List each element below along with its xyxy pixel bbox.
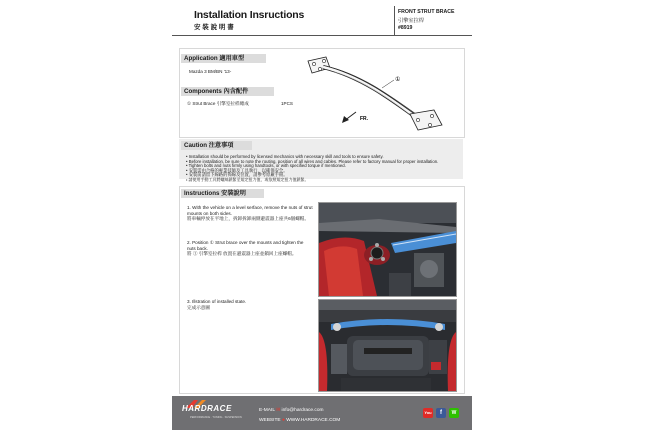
step-text: 1. With the vehicle on a level serface, remove the nuts of strut mounts on both sides. (187, 205, 313, 216)
components-heading: Components 內含配件 (181, 87, 274, 96)
facebook-icon[interactable]: f (436, 408, 446, 418)
caution-line: • 安裝前請留下線路的佈線及位置，請參考原廠手冊。 (186, 172, 288, 177)
part-number: #8919 (398, 25, 413, 31)
website-link[interactable]: WWW.HARDRACE.COM (286, 418, 341, 423)
youtube-icon[interactable]: You (423, 408, 433, 418)
step-text: 3. Illstration of installed state. (187, 299, 247, 304)
front-direction-label: FR. (360, 116, 369, 122)
step-text-cn: 將 ① 引擎室拉桿 放置在避震器上座並鎖回上座螺帽。 (187, 251, 297, 257)
envelope-icon: ✉ (276, 408, 281, 413)
page-title: Installation Insructions (194, 9, 305, 21)
instruction-step-3 (187, 299, 313, 310)
caution-line: • 安裝需由合格的專業技師及工具執行，以確保安全。 (186, 167, 288, 173)
caution-line: • Before installation, be sure to note the routing, position of all wires and cables. Please refer to factory manual for proper installation. (186, 158, 439, 164)
header-rule (172, 35, 472, 36)
installed-state-photo (318, 299, 457, 392)
website-label: WEBSITE (259, 418, 281, 423)
brand-logo: HARDRACE (182, 404, 232, 413)
right-mount-plate (410, 110, 442, 130)
step-text: 2. Position ① Strut brace over the mounts and tighten the nuts back. (187, 240, 304, 251)
caution-line: • Tighten bolts and nuts firmly using handtools, or with specified torque if mentioned. (186, 163, 346, 168)
instruction-step-2 (187, 240, 313, 257)
brand-tagline: PERFORMANCE · TUNING · SUSPENSION (190, 416, 242, 419)
strut-brace-diagram (290, 50, 460, 136)
product-name-cn: 引擎室拉桿 (398, 18, 424, 24)
footer-email (259, 408, 323, 413)
left-mount-plate (308, 57, 330, 73)
footer-website (259, 418, 340, 423)
component-qty: 1PCS (281, 101, 294, 106)
caution-line: • 請使用手動工具將螺絲鎖緊至規定扭力值，或依照規定扭力值鎖緊。 (186, 176, 309, 182)
globe-icon: ● (281, 418, 285, 423)
vehicle-model: Mazda 3 BM/BN '13- (189, 69, 232, 74)
instruction-step-1 (187, 205, 313, 222)
application-heading: Application 適用車型 (181, 54, 266, 63)
step-text-cn: 將車輛停放在平地上，拆卸拆卸兩側避震器上座共6個螺帽。 (187, 216, 309, 222)
header-divider (394, 6, 395, 36)
caution-heading: Caution 注意事項 (181, 141, 252, 150)
email-label: E-MAIL (259, 408, 275, 413)
instructions-heading: Instructions 安裝說明 (181, 189, 264, 198)
wechat-icon[interactable]: W (449, 408, 459, 418)
component-item: ① Strut Brace 引擎室拉桿總成 (187, 101, 249, 106)
email-link[interactable]: info@hardrace.com (281, 408, 324, 413)
caution-line: • Installation should be performed by licensed mechanics with necessary skill and tools to ensure safety. (186, 154, 384, 159)
page-subtitle: 安 裝 說 明 書 (194, 24, 234, 31)
product-name: FRONT STRUT BRACE (398, 9, 455, 15)
step-text-cn: 完成示意圖 (187, 304, 210, 310)
callout-number: ① (395, 76, 401, 83)
front-direction-arrow (342, 112, 356, 123)
brace-bar (323, 66, 420, 120)
strut-mount-photo (318, 202, 457, 297)
callout-leader (382, 80, 394, 88)
